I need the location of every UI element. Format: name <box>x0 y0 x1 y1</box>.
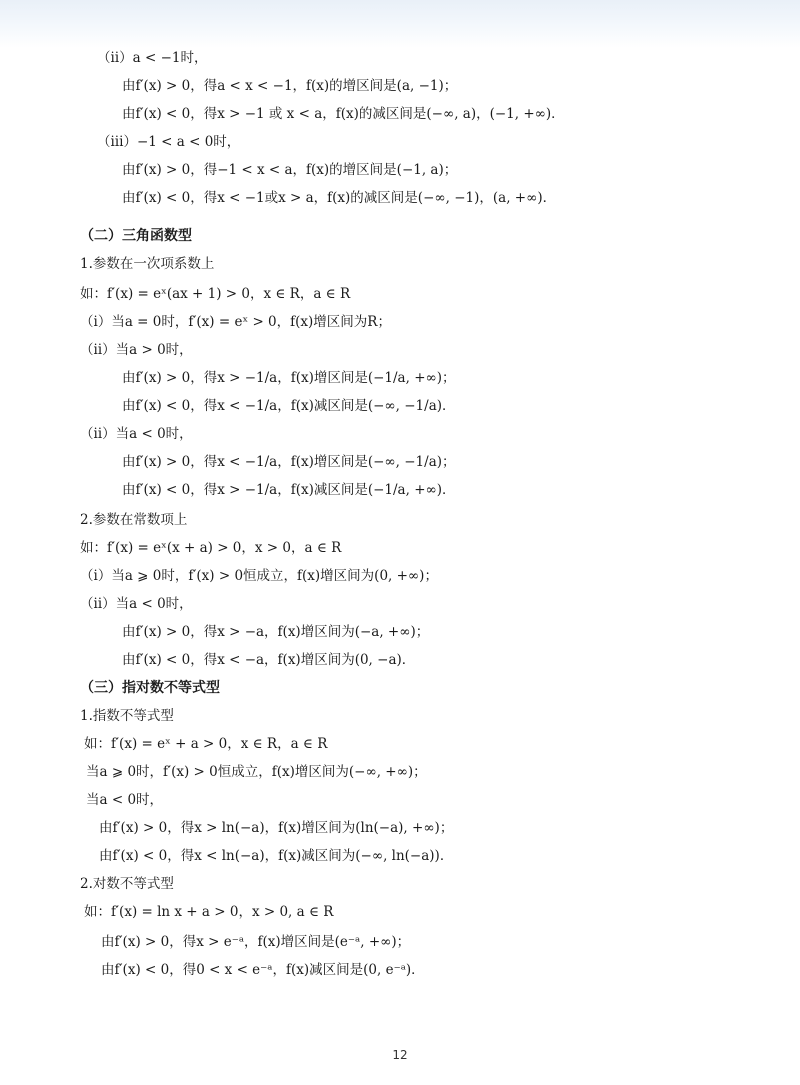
text-line: 由f′(x) < 0，得x > −1 或 x < a，f(x)的减区间是(−∞, a)，(−1, +∞)． <box>122 106 565 122</box>
text-line: 当a < 0时， <box>86 792 164 808</box>
text-line: 由f′(x) < 0，得x > −1/a，f(x)减区间是(−1/a, +∞)． <box>122 482 456 498</box>
text-line: （ⅱ）当a < 0时， <box>80 596 193 612</box>
text-line: 由f′(x) < 0，得x < −1或x > a，f(x)的减区间是(−∞, −1)，(a, +∞)． <box>122 190 557 206</box>
text-line: 当a ⩾ 0时，f′(x) > 0恒成立，f(x)增区间为(−∞, +∞)； <box>86 764 427 780</box>
text-line: 1.指数不等式型 <box>80 708 174 724</box>
text-line: 由f′(x) > 0，得−1 < x < a，f(x)的增区间是(−1, a)； <box>122 162 458 178</box>
text-line: （ⅲ）−1 < a < 0时， <box>97 134 241 150</box>
text-line: 由f′(x) < 0，得0 < x < e⁻ᵃ，f(x)减区间是(0, e⁻ᵃ)． <box>101 962 425 978</box>
text-line: 如：f′(x) = eˣ + a > 0，x ∈ R，a ∈ R <box>84 736 328 752</box>
text-line: 2.对数不等式型 <box>80 876 174 892</box>
text-line: 由f′(x) > 0，得x > ln(−a)，f(x)增区间为(ln(−a), +∞)； <box>99 820 454 836</box>
text-line: 1.参数在一次项系数上 <box>80 256 215 272</box>
text-line: 由f′(x) > 0，得x < −1/a，f(x)增区间是(−∞, −1/a)； <box>122 454 456 470</box>
text-line: 如：f′(x) = eˣ(x + a) > 0，x > 0，a ∈ R <box>80 540 342 556</box>
text-line: （ⅰ）当a ⩾ 0时，f′(x) > 0恒成立，f(x)增区间为(0, +∞)； <box>80 568 438 584</box>
text-line: 由f′(x) > 0，得x > −a，f(x)增区间为(−a, +∞)； <box>122 624 430 640</box>
text-line: （ⅱ）当a > 0时， <box>80 342 193 358</box>
text-line: 由f′(x) < 0，得x < −1/a，f(x)减区间是(−∞, −1/a)． <box>122 398 456 414</box>
section-heading: （三）指对数不等式型 <box>80 680 220 696</box>
text-line: （ⅱ）当a < 0时， <box>80 426 193 442</box>
section-heading: （二）三角函数型 <box>80 228 192 244</box>
text-line: 由f′(x) > 0，得x > −1/a，f(x)增区间是(−1/a, +∞)； <box>122 370 456 386</box>
text-line: 由f′(x) < 0，得x < ln(−a)，f(x)减区间为(−∞, ln(−a))． <box>99 848 454 864</box>
text-line: 由f′(x) < 0，得x < −a，f(x)增区间为(0, −a)． <box>122 652 416 668</box>
text-line: 2.参数在常数项上 <box>80 512 188 528</box>
page-number: 12 <box>392 1048 408 1062</box>
text-line: （ⅱ）a < −1时， <box>97 50 208 66</box>
text-line: 由f′(x) > 0，得x > e⁻ᵃ，f(x)增区间是(e⁻ᵃ, +∞)； <box>101 934 411 950</box>
text-line: （ⅰ）当a = 0时，f′(x) = eˣ > 0，f(x)增区间为R； <box>80 314 391 330</box>
text-line: 由f′(x) > 0，得a < x < −1，f(x)的增区间是(a, −1)； <box>122 78 458 94</box>
text-line: 如：f′(x) = ln x + a > 0，x > 0, a ∈ R <box>84 904 334 920</box>
text-line: 如：f′(x) = eˣ(ax + 1) > 0，x ∈ R，a ∈ R <box>80 286 351 302</box>
